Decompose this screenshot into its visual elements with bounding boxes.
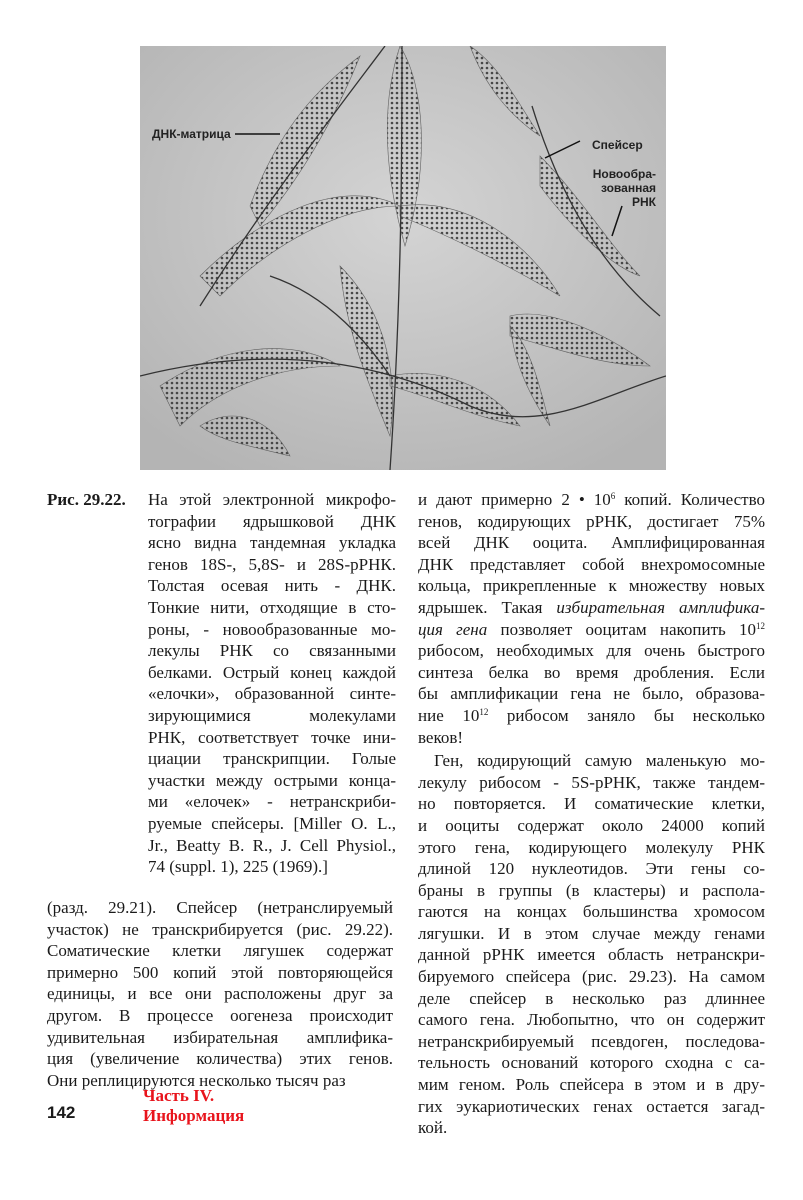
text-segment: циации транскрипции. Голые [148,749,396,769]
text-segment: генов 18S-, 5,8S- и 28S-рРНК. [148,554,396,574]
text-line [148,770,396,792]
text-segment: ясно видна тандемная укладка [148,533,396,553]
text-segment: копий. Количество [615,490,765,509]
text-line [148,813,396,835]
text-segment: но повторяется. И соматические клетки, [418,794,765,814]
text-segment: ми «елочек» - нетранскриби- [148,792,396,812]
text-line [418,944,765,966]
text-line [418,880,765,902]
text-line [148,748,396,770]
text-segment: деле спейсер в несколько раз длиннее [418,988,765,1008]
text-segment: руемые спейсеры. [Miller O. L., [148,813,396,833]
text-line [148,489,396,511]
text-segment: рибосом заняло бы несколько [488,705,765,725]
text-line [148,791,396,813]
text-line [148,619,396,641]
text-line [148,727,396,749]
label-spacer: Спейсер [592,138,643,152]
text-line [418,988,765,1010]
text-segment: роны, - новообразованные мо- [148,619,396,639]
text-line [418,793,765,815]
text-segment: позволяет ооцитам накопить 10 [487,619,756,639]
label-new-rna-line: зованная [600,181,656,195]
text-segment: мим геном. Роль спейсера в этом и в дру- [418,1075,765,1095]
text-line [47,962,393,984]
text-line [148,511,396,533]
text-line [418,815,765,837]
text-segment: Ген, кодирующий самую маленькую мо- [434,751,765,771]
label-new-rna-line: РНК [632,195,656,209]
text-line [418,750,765,772]
part-number: Часть IV. [143,1086,215,1105]
text-line [47,1027,393,1049]
label-new-rna [593,167,656,209]
text-line [418,727,765,749]
text-line [418,554,765,576]
text-line [148,683,396,705]
text-segment: нетранскрибируемый псевдоген, последова- [418,1031,765,1051]
text-line [47,897,393,919]
text-line [418,923,765,945]
text-segment: РНК, соответствует точке ини- [148,727,396,747]
text-line [148,575,396,597]
text-segment: избирательная амплифика- [556,597,765,617]
text-line [418,1074,765,1096]
text-segment: бируемого спейсера (рис. 29.23). На самом [418,967,765,987]
text-segment: ция гена [418,619,488,639]
text-line [148,640,396,662]
text-segment: примерно 500 копий этой повторяющейся [47,962,393,982]
text-segment: самого гена. Любопытно, что он содержит [418,1010,765,1030]
text-line [418,619,765,641]
text-line [148,597,396,619]
text-segment: ДНК представляет собой внехромосомные [418,554,765,574]
text-line [418,705,765,727]
text-line [418,901,765,923]
text-segment: тельность оснований которого сходна с са- [418,1053,765,1073]
text-segment: браны в группы (в кластеры) и распола- [418,880,765,900]
text-segment: 12 [756,620,765,631]
text-line [418,575,765,597]
text-line [418,1096,765,1118]
text-line [418,662,765,684]
text-line [418,1009,765,1031]
text-segment: удивительная избирательная амплифика- [47,1027,393,1047]
text-segment: «елочки», образованной синте- [148,684,396,704]
text-line [418,858,765,880]
text-segment: участок) не транскрибируется (рис. 29.22). [47,919,393,939]
text-line [148,662,396,684]
left-column-text [47,897,393,1091]
text-line [148,705,396,727]
page-number: 142 [47,1103,76,1122]
electron-micrograph [140,46,666,470]
text-segment: синтеза белка во время дробления. Если [418,662,765,682]
text-line [418,837,765,859]
micrograph-image [140,46,666,470]
text-segment: бы амплификации гена не было, образова- [418,684,765,704]
label-new-rna-line: Новообра- [592,167,656,181]
text-segment: длиной 120 нуклеотидов. Эти гены со- [418,859,765,879]
text-segment: веков! [418,727,464,747]
text-segment: Соматические клетки лягушек содержат [47,941,393,961]
part-heading [143,1086,244,1126]
text-segment: и ооциты содержат около 24000 копий [418,815,765,835]
text-segment: генов, кодирующих рРНК, достигает 75% [418,511,765,531]
text-line [418,1052,765,1074]
text-segment: На этой электронной микрофо- [148,490,396,509]
text-line [418,683,765,705]
text-line [418,1117,765,1139]
figure-caption [148,489,396,878]
text-segment: кой. [418,1118,448,1138]
text-line [418,772,765,794]
text-line [47,940,393,962]
text-segment: (разд. 29.21). Спейсер (нетранслируемый [47,898,393,917]
text-segment: зирующимися молекулами [148,705,396,725]
text-line [418,597,765,619]
text-segment: данной рРНК имеется область нетранскри- [418,945,765,965]
text-segment: лягушки. И в этом случае между генами [418,923,765,943]
text-segment: и дают примерно 2 • 10 [418,490,611,509]
text-line [418,1031,765,1053]
text-segment: Толстая осевая нить - ДНК. [148,576,396,596]
text-line [148,532,396,554]
text-segment: Они реплицируются несколько тысяч раз [47,1070,346,1090]
label-dna-template: ДНК-матрица [152,127,231,141]
text-segment: всей ДНК ооцита. Амплифицированная [418,533,765,553]
text-segment: гих эукариотических генах остается загад- [418,1096,765,1116]
text-segment: единицы, и все они расположены друг за [47,984,393,1004]
text-segment: Jr., Beatty B. R., J. Cell Physiol., [148,835,396,855]
text-line [418,489,765,511]
text-segment: 6 [610,491,616,501]
text-segment: 74 (suppl. 1), 225 (1969).] [148,857,328,877]
text-segment: ция (увеличение количества) этих генов. [47,1049,393,1069]
text-segment: лекулы РНК со связанными [148,641,396,661]
text-line [47,1048,393,1070]
text-line [418,966,765,988]
right-column-text [418,489,765,1139]
text-segment: этого гена, кодирующего молекулу РНК [418,837,765,857]
part-title: Информация [143,1106,245,1125]
text-segment: ядрышек. Такая [418,597,557,617]
text-segment: кольца, прикрепленные к множеству новых [418,576,765,596]
text-line [47,919,393,941]
text-line [418,640,765,662]
text-line [47,983,393,1005]
text-segment: Тонкие нити, отходящие в сто- [148,597,396,617]
text-segment: гаются на концах большинства хромосом [418,902,765,922]
text-segment: ние 10 [418,705,480,725]
text-segment: белками. Острый конец каждой [148,662,396,682]
text-segment: тографии ядрышковой ДНК [148,511,396,531]
text-line [148,856,396,878]
text-line [148,554,396,576]
figure-number: Рис. 29.22. [47,490,126,509]
text-line [148,835,396,857]
text-segment: участки между острыми конца- [148,770,396,790]
text-segment: лекулу рибосом - 5S-рРНК, также тандем- [418,772,765,792]
text-line [47,1005,393,1027]
text-segment: рибосом, необходимых для очень быстрого [418,641,765,661]
text-segment: другом. В процессе оогенеза происходит [47,1005,393,1025]
text-line [418,511,765,533]
text-line [418,532,765,554]
text-segment: 12 [479,706,489,717]
